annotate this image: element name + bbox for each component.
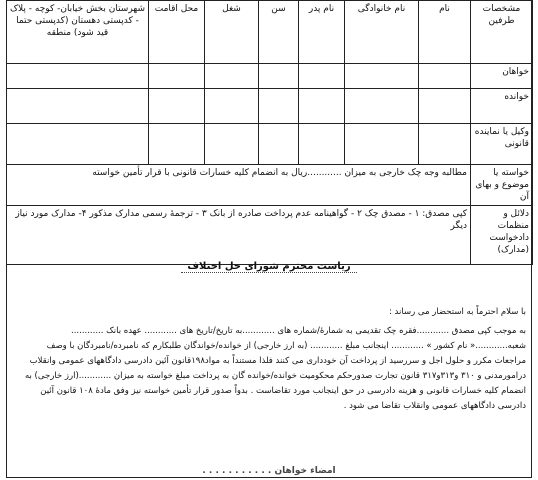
body-line-1: به موجب کپی مصدق ............فقره چک تقدیمی به شمارهٔ/شماره های ............به تاریخ/تاریخ های ............ عهده بانک ............ <box>71 326 526 336</box>
petition-table <box>6 0 533 265</box>
row-label-attorney: وکیل یا نماینده قانونی <box>471 124 533 165</box>
attorney-job-cell[interactable] <box>205 124 259 165</box>
defendant-residence-cell[interactable] <box>149 89 205 124</box>
claim-text[interactable]: مطالبه وجه چک خارجی به میزان ............ریال به انضمام کلیه خسارات قانونی با قرار تأمین خواسته <box>7 165 471 206</box>
attorney-age-cell[interactable] <box>259 124 299 165</box>
attorney-father-cell[interactable] <box>299 124 345 165</box>
body-line-3: مراجعات مکرر و حلول اجل و سررسید از پرداخت آن خودداری می کنند فلذا مستنداً به مواد۱۹۸قانون آئین دادرسی دادگاههای عمومی وانقلاب <box>29 356 526 366</box>
defendant-job-cell[interactable] <box>205 89 259 124</box>
defendant-age-cell[interactable] <box>259 89 299 124</box>
defendant-address-cell[interactable] <box>7 89 149 124</box>
petition-title <box>6 261 532 272</box>
defendant-family-cell[interactable] <box>345 89 419 124</box>
body-line-6: دادرسی دادگاههای عمومی وانقلاب تقاضا می شود . <box>343 401 526 411</box>
row-label-defendant: خوانده <box>471 89 533 124</box>
header-father: نام پدر <box>299 1 345 64</box>
petition-title-text: ریاست محترم شورای حل اختلاف <box>181 261 356 273</box>
row-label-claim: خواسته یا موضوع و بهای آن <box>471 165 533 206</box>
body-line-4: درامورمدنی و ۳۱۰ و۳۱۳و۳۱۷ قانون تجارت صدورحکم محکومیت خوانده/خوانده گان به پرداخت مبلغ خواسته به میزان ............(ارز خارجی) به <box>24 371 526 381</box>
header-parties: مشخصات طرفین <box>471 1 533 64</box>
header-address: شهرستان بخش خیابان- کوچه - پلاک - کدپستی دهستان (کدپستی حتما قید شود) منطقه <box>7 1 149 64</box>
evidence-text[interactable]: کپی مصدق: ۱ - مصدق چک ۲ - گواهینامه عدم پرداخت صادره از بانک ۳ - ترجمهٔ رسمی مدارک مذکور ۴- مدارک مورد نیاز دیگر <box>7 206 471 265</box>
defendant-name-cell[interactable] <box>419 89 471 124</box>
plaintiff-job-cell[interactable] <box>205 64 259 89</box>
header-family: نام خانوادگی <box>345 1 419 64</box>
body-line-2: شعبه............« نام کشور » ............ اینجانب مبلغ ............ (به ارز خارجی) از خوانده/خواندگان طلبکارم که نامبرده/نامبردگان با وصف <box>46 341 526 351</box>
plaintiff-name-cell[interactable] <box>419 64 471 89</box>
petition-body <box>12 305 538 414</box>
header-name: نام <box>419 1 471 64</box>
plaintiff-family-cell[interactable] <box>345 64 419 89</box>
attorney-name-cell[interactable] <box>419 124 471 165</box>
attorney-family-cell[interactable] <box>345 124 419 165</box>
row-label-evidence: دلائل و منظمات دادخواست (مدارک) <box>471 206 533 265</box>
plaintiff-address-cell[interactable] <box>7 64 149 89</box>
signature-line: امضاء خواهان . . . . . . . . . . . <box>202 466 336 476</box>
attorney-residence-cell[interactable] <box>149 124 205 165</box>
attorney-address-cell[interactable] <box>7 124 149 165</box>
defendant-father-cell[interactable] <box>299 89 345 124</box>
plaintiff-age-cell[interactable] <box>259 64 299 89</box>
header-job: شغل <box>205 1 259 64</box>
plaintiff-residence-cell[interactable] <box>149 64 205 89</box>
plaintiff-father-cell[interactable] <box>299 64 345 89</box>
row-label-plaintiff: خواهان <box>471 64 533 89</box>
header-residence: محل اقامت <box>149 1 205 64</box>
body-salam: با سلام احترماً به استحضار می رساند : <box>388 307 526 317</box>
body-line-5: انضمام کلیه خسارات قانونی و هزینه دادرسی در حق اینجانب مورد تقاضاست . بدواً صدور قرار تأمین خواسته نیز وفق مادهٔ ۱۰۸ قانون آئین <box>40 386 526 396</box>
header-age: سن <box>259 1 299 64</box>
